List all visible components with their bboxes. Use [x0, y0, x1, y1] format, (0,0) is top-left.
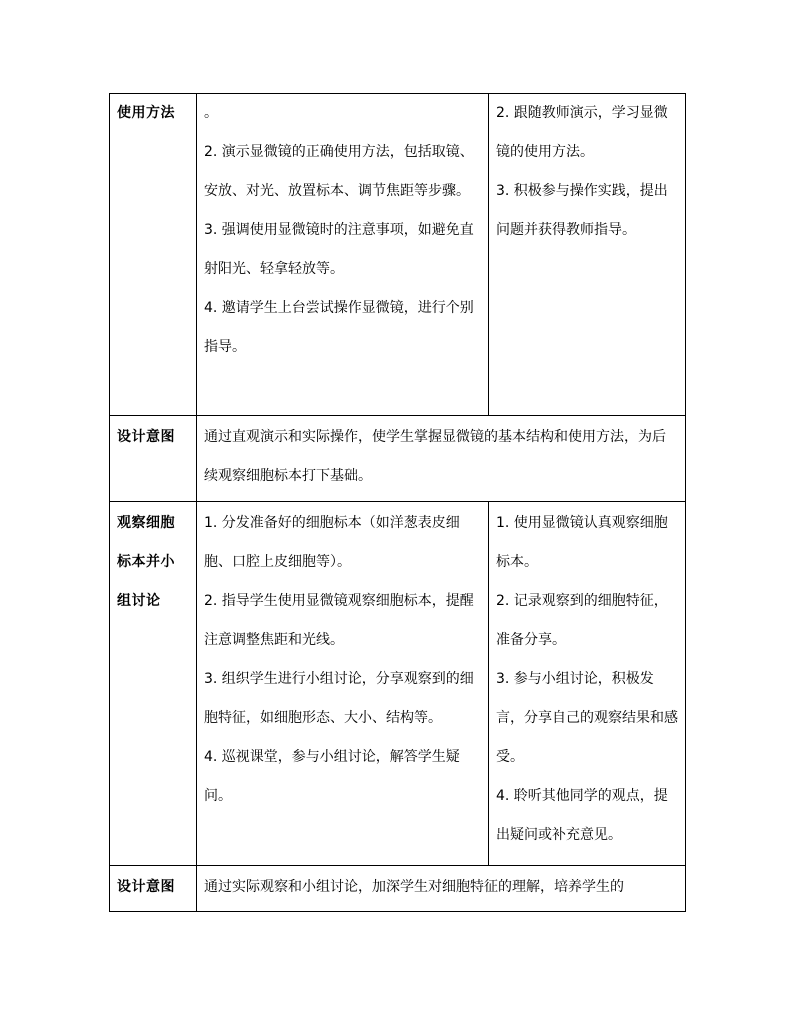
teacher-step: 3. 强调使用显微镜时的注意事项，如避免直射阳光、轻拿轻放等。: [204, 222, 474, 277]
table-row: [110, 416, 686, 502]
table-row: [110, 94, 686, 416]
student-step: 2. 记录观察到的细胞特征，准备分享。: [496, 593, 668, 648]
student-step: 3. 积极参与操作实践，提出问题并获得教师指导。: [496, 183, 668, 238]
row-label-usage-method: 使用方法: [110, 94, 197, 416]
student-step: 3. 参与小组讨论，积极发言，分享自己的观察结果和感受。: [496, 671, 678, 765]
lesson-plan-table: [109, 93, 686, 912]
table-row: [110, 502, 686, 866]
teacher-step: 4. 巡视课堂，参与小组讨论，解答学生疑问。: [204, 749, 460, 804]
student-activity-cell: [489, 502, 686, 866]
teacher-activity-cell: [197, 502, 489, 866]
teacher-step: 3. 组织学生进行小组讨论，分享观察到的细胞特征，如细胞形态、大小、结构等。: [204, 671, 474, 726]
teacher-step: 4. 邀请学生上台尝试操作显微镜，进行个别指导。: [204, 300, 474, 355]
student-step: 4. 聆听其他同学的观点，提出疑问或补充意见。: [496, 788, 668, 843]
design-intent-text: 通过直观演示和实际操作，使学生掌握显微镜的基本结构和使用方法，为后续观察细胞标本打下基础。: [197, 416, 686, 502]
student-activity-cell: [489, 94, 686, 416]
student-step: 2. 跟随教师演示，学习显微镜的使用方法。: [496, 105, 668, 160]
row-label-design-intent: 设计意图: [110, 416, 197, 502]
table-row: [110, 866, 686, 912]
row-label-design-intent: 设计意图: [110, 866, 197, 912]
teacher-step: 1. 分发准备好的细胞标本（如洋葱表皮细胞、口腔上皮细胞等）。: [204, 515, 460, 570]
teacher-step: 2. 演示显微镜的正确使用方法，包括取镜、安放、对光、放置标本、调节焦距等步骤。: [204, 144, 474, 199]
teacher-activity-cell: [197, 94, 489, 416]
design-intent-text: 通过实际观察和小组讨论，加深学生对细胞特征的理解，培养学生的: [197, 866, 686, 912]
student-step: 1. 使用显微镜认真观察细胞标本。: [496, 515, 668, 570]
row-label-observe-cells: 观察细胞标本并小组讨论: [110, 502, 197, 866]
teacher-step: 2. 指导学生使用显微镜观察细胞标本，提醒注意调整焦距和光线。: [204, 593, 474, 648]
teacher-step: 。: [204, 105, 218, 121]
